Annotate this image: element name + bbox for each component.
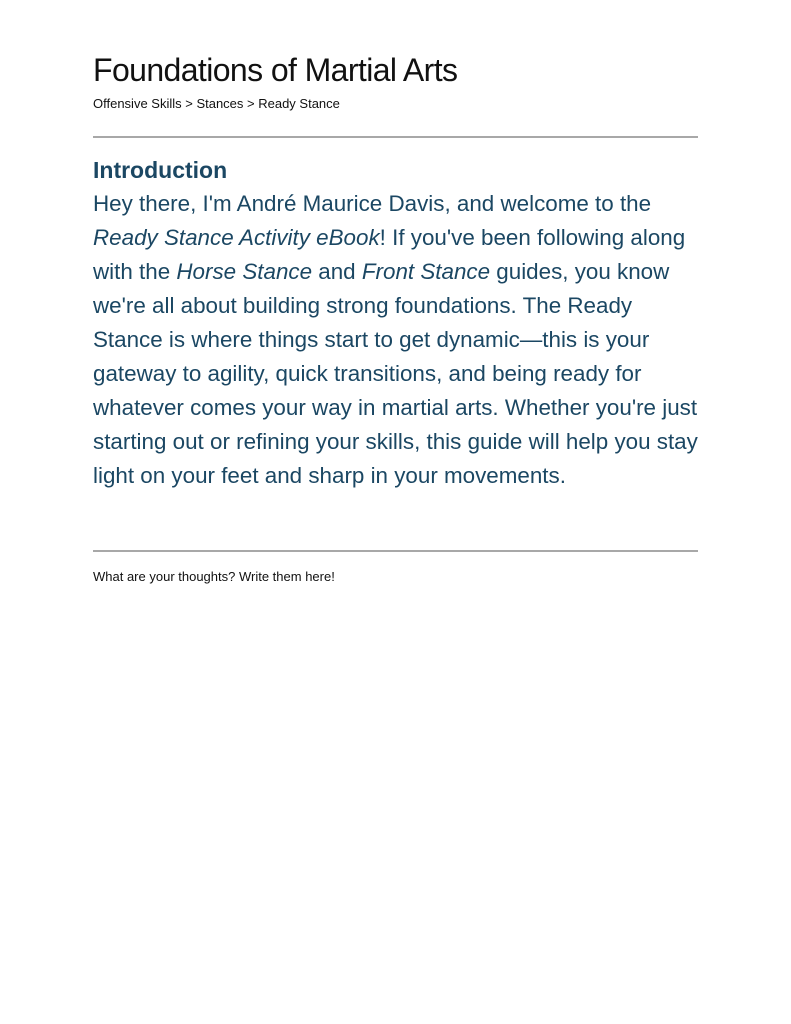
intro-text-part-4: guides, you know we're all about building strong foundations. The Ready Stance is where things start to get dynamic—this is your gateway to agility, quick transitions, and being ready for whatever comes your way in martial arts. Whether you're just starting out or refining your skills, this guide will help you stay light on your feet and sharp in your movements.: [93, 259, 698, 488]
page-title: Foundations of Martial Arts: [93, 52, 458, 88]
intro-paragraph: [93, 187, 698, 493]
intro-text-part-2: ! If you've been following along with the: [93, 225, 686, 284]
intro-emphasis-front-stance: Front Stance: [361, 259, 491, 284]
thoughts-prompt: What are your thoughts? Write them here!: [93, 569, 335, 584]
bottom-divider: [93, 550, 698, 552]
intro-text-part-1: Hey there, I'm André Maurice Davis, and welcome to the: [93, 191, 652, 216]
breadcrumb: Offensive Skills > Stances > Ready Stance: [93, 96, 340, 111]
intro-text-part-3: and: [312, 259, 362, 284]
intro-emphasis-ebook-title: Ready Stance Activity eBook: [93, 225, 380, 250]
top-divider: [93, 136, 698, 138]
section-heading: Introduction: [93, 157, 228, 183]
intro-emphasis-horse-stance: Horse Stance: [176, 259, 313, 284]
